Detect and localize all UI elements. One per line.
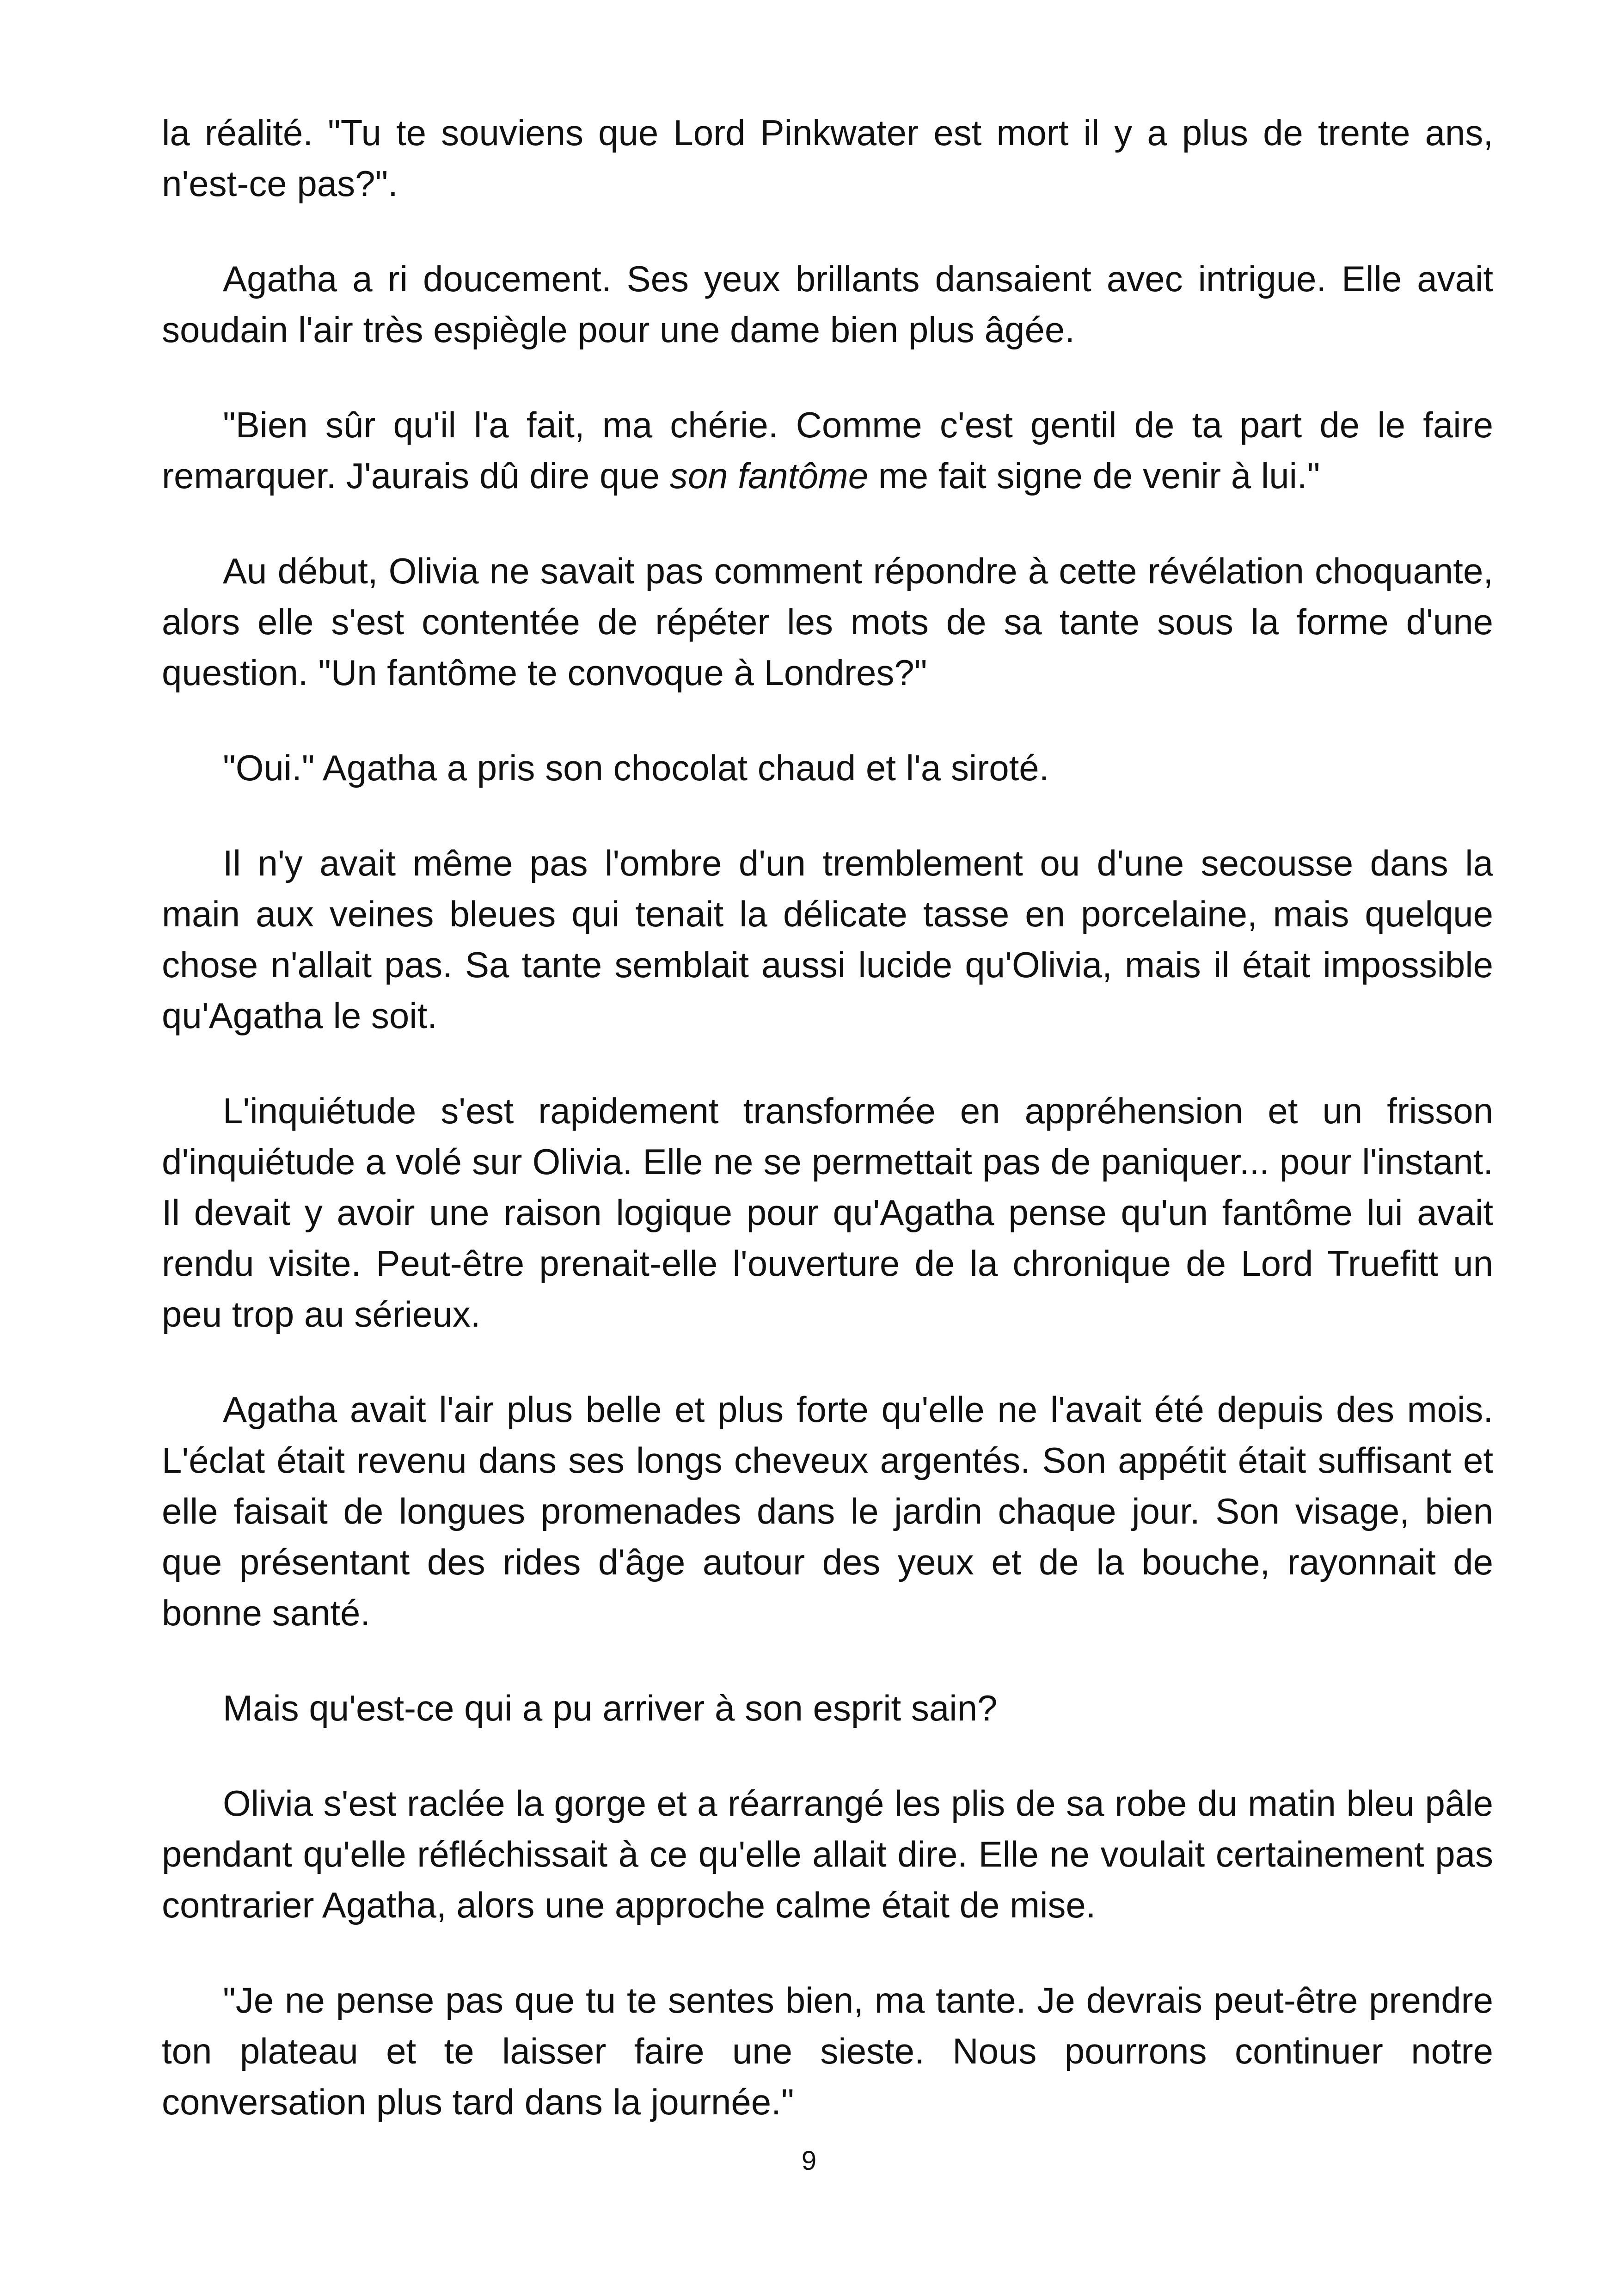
paragraph: Mais qu'est-ce qui a pu arriver à son esprit sain?	[223, 1688, 998, 1728]
paragraph: Agatha a ri doucement. Ses yeux brillants dansaient avec intrigue. Elle avait soudain l'air très espiègle pour une dame bien plus âgée.	[162, 258, 1493, 350]
paragraph-text: me fait signe de venir à lui."	[868, 455, 1320, 496]
paragraph: Il n'y avait même pas l'ombre d'un tremblement ou d'une secousse dans la main aux veines bleues qui tenait la délicate tasse en porcelaine, mais quelque chose n'allait pas. Sa tante semblait aussi lucide qu'Olivia, mais il était impossible qu'Agatha le soit.	[162, 843, 1493, 1036]
paragraph: Au début, Olivia ne savait pas comment répondre à cette révélation choquante, alors elle s'est contentée de répéter les mots de sa tante sous la forme d'une question. "Un fantôme te convoque à Londres?"	[162, 551, 1493, 693]
paragraph: "Je ne pense pas que tu te sentes bien, ma tante. Je devrais peut-être prendre ton plateau et te laisser faire une sieste. Nous pourrons continuer notre conversation plus tard dans la journée."	[162, 1980, 1493, 2122]
page-number: 9	[801, 2146, 817, 2176]
paragraph: L'inquiétude s'est rapidement transformée en appréhension et un frisson d'inquiétude a volé sur Olivia. Elle ne se permettait pas de paniquer... pour l'instant. Il devait y avoir une raison logique pour qu'Agatha pense qu'un fantôme lui avait rendu visite. Peut-être prenait-elle l'ouverture de la chronique de Lord Truefitt un peu trop au sérieux.	[162, 1090, 1493, 1335]
paragraph: "Oui." Agatha a pris son chocolat chaud et l'a siroté.	[223, 747, 1049, 788]
paragraph: Olivia s'est raclée la gorge et a réarrangé les plis de sa robe du matin bleu pâle pendant qu'elle réfléchissait à ce qu'elle allait dire. Elle ne voulait certainement pas contrarier Agatha, alors une approche calme était de mise.	[162, 1783, 1493, 1925]
paragraph-text: "Bien sûr qu'il l'a fait, ma chérie. Comme c'est gentil de ta part de le faire remarquer. J'aurais dû dire que	[162, 404, 1493, 496]
paragraph: Agatha avait l'air plus belle et plus forte qu'elle ne l'avait été depuis des mois. L'éclat était revenu dans ses longs cheveux argentés. Son appétit était suffisant et elle faisait de longues promenades dans le jardin chaque jour. Son visage, bien que présentant des rides d'âge autour des yeux et de la bouche, rayonnait de bonne santé.	[162, 1389, 1493, 1633]
paragraph	[162, 399, 1493, 501]
paragraph: la réalité. "Tu te souviens que Lord Pinkwater est mort il y a plus de trente ans, n'est-ce pas?".	[162, 112, 1493, 204]
page-body	[162, 107, 1493, 2127]
emphasized-text: son fantôme	[669, 455, 869, 496]
